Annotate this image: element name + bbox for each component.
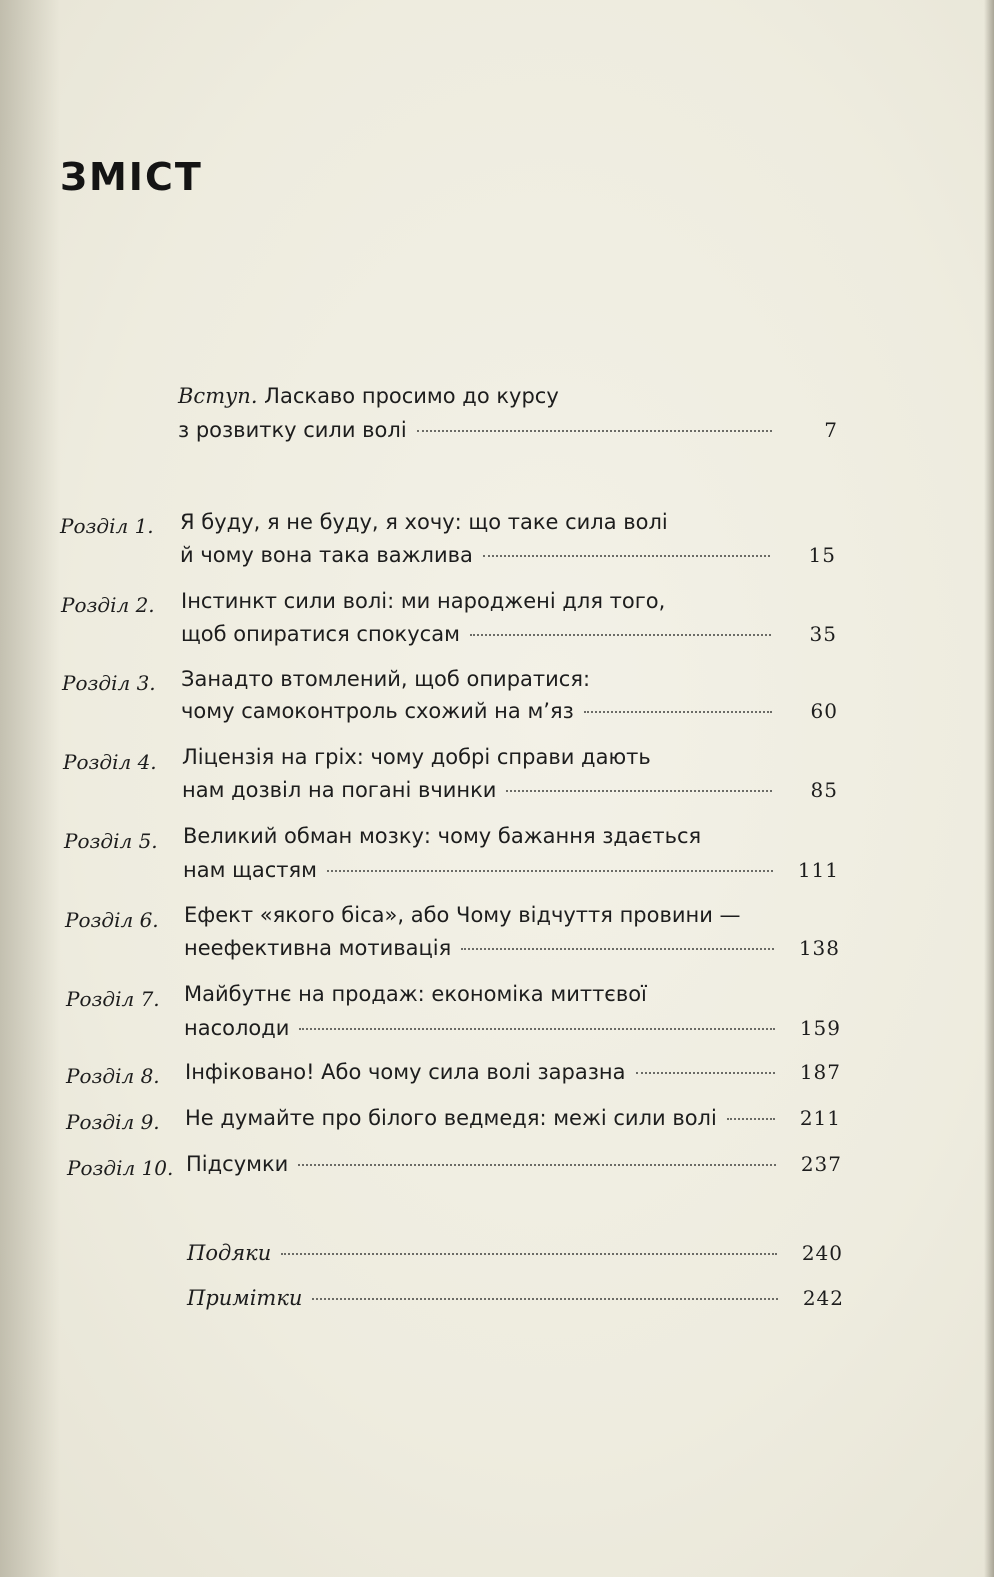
chapter-title-line1: Майбутнє на продаж: економіка миттєвої (184, 982, 647, 1006)
intro-title-line2: з розвитку сили волі (178, 418, 407, 442)
chapter-title-line1: Інстинкт сили волі: ми народжені для того, (181, 589, 666, 613)
chapter-title-line2 (183, 860, 839, 881)
chapter-title-text: Підсумки (186, 1152, 289, 1176)
intro-title-rest: Ласкаво просимо до курсу (257, 384, 559, 408)
chapter-title-line2 (181, 624, 837, 645)
chapter-title-text: чому самоконтроль схожий на м’яз (181, 699, 574, 723)
chapter-title-line1: Ліцензія на гріх: чому добрі справи дають (182, 745, 651, 769)
page-title: ЗМІСТ (60, 155, 203, 199)
page-number: 7 (824, 418, 838, 442)
chapter-label: Розділ 2. (61, 593, 155, 617)
chapter-title-line (185, 1108, 841, 1129)
chapter-title-text: Інфіковано! Або чому сила волі заразна (185, 1060, 626, 1084)
page-number: 138 (798, 936, 840, 960)
page-number: 187 (799, 1060, 841, 1084)
chapter-title-line (186, 1154, 842, 1175)
chapter-title-line2 (180, 545, 836, 566)
backmatter-title: Примітки (187, 1286, 303, 1310)
page-number: 15 (808, 543, 836, 567)
chapter-title-text: неефективна мотивація (184, 936, 452, 960)
dot-leader (327, 870, 773, 872)
chapter-title-line1: Ефект «якого біса», або Чому відчуття провини — (184, 903, 741, 927)
chapter-label: Розділ 8. (66, 1064, 160, 1088)
chapter-title-line2 (181, 701, 838, 722)
dot-leader (483, 555, 770, 557)
chapter-title-line2 (184, 938, 840, 959)
toc-entry-title-line2 (178, 420, 838, 441)
page-number: 159 (799, 1016, 841, 1040)
chapter-title-line1: Занадто втомлений, щоб опиратися: (181, 667, 591, 691)
dot-leader (506, 790, 772, 792)
page-number: 237 (800, 1152, 842, 1176)
chapter-title-text: насолоди (184, 1016, 290, 1040)
page-number: 240 (801, 1241, 843, 1265)
chapter-title-line2 (182, 780, 838, 801)
page-number: 211 (799, 1106, 841, 1130)
dot-leader (417, 430, 772, 432)
page-number: 242 (802, 1286, 844, 1310)
chapter-label: Розділ 6. (65, 908, 159, 932)
page-number: 111 (797, 858, 839, 882)
chapter-title-line1: Я буду, я не буду, я хочу: що таке сила волі (180, 510, 668, 534)
dot-leader (299, 1028, 775, 1030)
dot-leader (312, 1298, 778, 1300)
chapter-label: Розділ 7. (66, 987, 160, 1011)
chapter-title-text: нам щастям (183, 858, 318, 882)
chapter-label: Розділ 3. (62, 671, 156, 695)
dot-leader (470, 634, 771, 636)
chapter-label: Розділ 5. (64, 829, 158, 853)
toc-entry-title-line1 (178, 386, 559, 407)
chapter-label: Розділ 9. (66, 1110, 160, 1134)
chapter-title-text: нам дозвіл на погані вчинки (182, 778, 497, 802)
chapter-title-text: щоб опиратися спокусам (181, 622, 460, 646)
backmatter-line (187, 1288, 844, 1309)
dot-leader (727, 1118, 775, 1120)
chapter-title-line (185, 1062, 841, 1083)
page-number: 60 (810, 699, 838, 723)
chapter-title-text: Не думайте про білого ведмедя: межі сили волі (185, 1106, 717, 1130)
backmatter-line (187, 1243, 843, 1264)
intro-label: Вступ. (178, 384, 258, 408)
dot-leader (584, 711, 772, 713)
chapter-label: Розділ 4. (63, 750, 157, 774)
dot-leader (281, 1253, 777, 1255)
chapter-label: Розділ 10. (67, 1156, 174, 1180)
backmatter-title: Подяки (187, 1241, 272, 1265)
dot-leader (636, 1072, 775, 1074)
dot-leader (461, 948, 774, 950)
chapter-title-text: й чому вона така важлива (180, 543, 473, 567)
chapter-title-line2 (184, 1018, 841, 1039)
chapter-label: Розділ 1. (60, 514, 154, 538)
chapter-title-line1: Великий обман мозку: чому бажання здається (183, 824, 702, 848)
page-number: 85 (810, 778, 838, 802)
page-number: 35 (809, 622, 837, 646)
dot-leader (298, 1164, 776, 1166)
